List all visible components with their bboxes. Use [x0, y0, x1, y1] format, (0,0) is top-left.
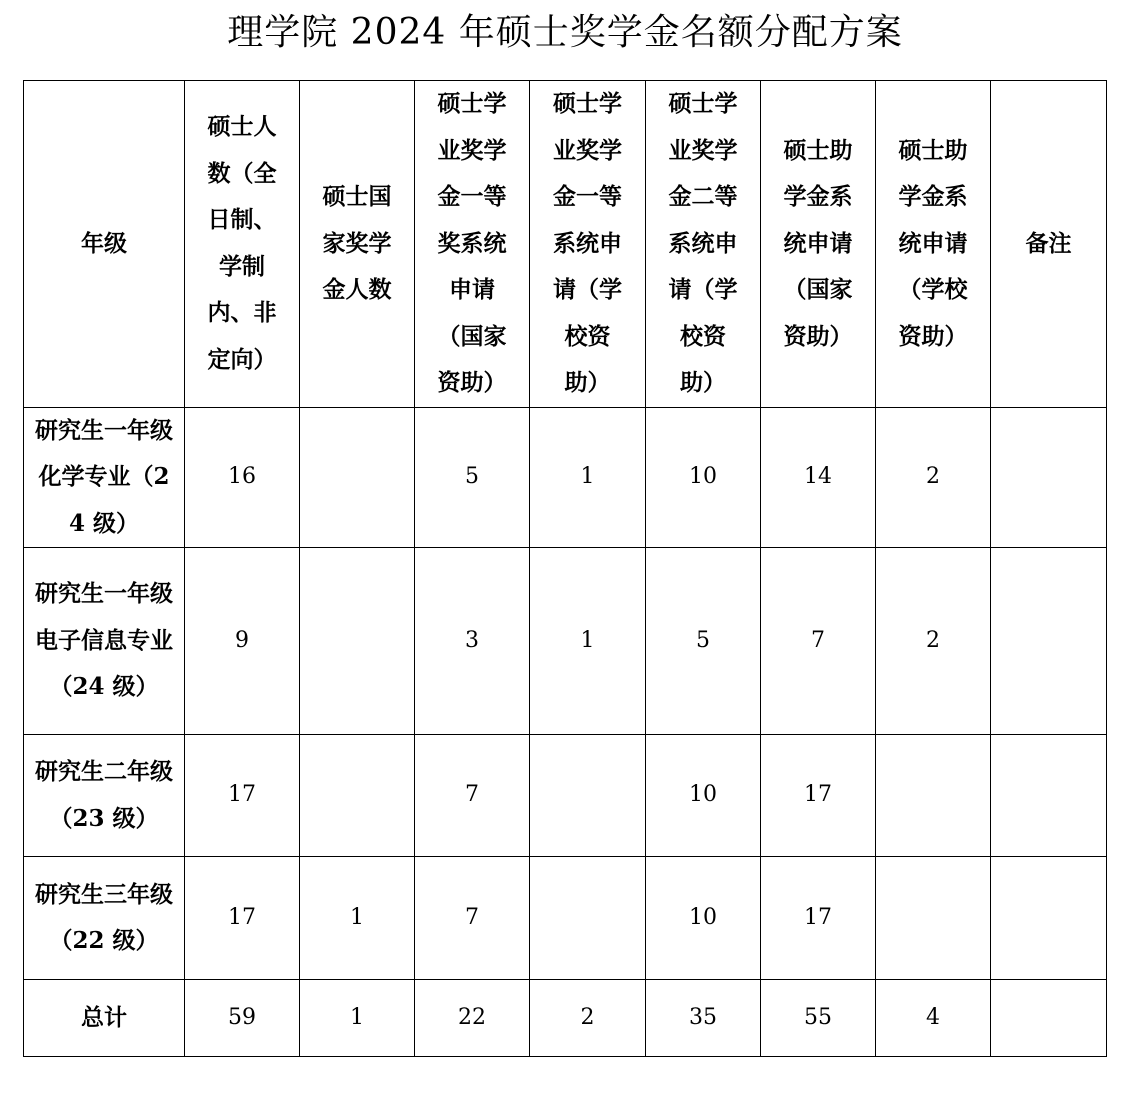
- data-cell: [300, 407, 415, 548]
- data-cell: 7: [415, 735, 530, 857]
- data-cell: 5: [646, 548, 761, 735]
- header-cell-grade: 年级: [24, 81, 185, 408]
- total-cell: 4: [876, 980, 991, 1057]
- data-cell: 17: [185, 857, 300, 980]
- table-header-row: [24, 81, 1107, 408]
- header-cell-academic-second-school: 硕士学业奖学金二等系统申请（学校资助）: [646, 81, 761, 408]
- header-cell-grant-school: 硕士助学金系统申请（学校资助）: [876, 81, 991, 408]
- data-cell: 17: [185, 735, 300, 857]
- document-title: 理学院 2024 年硕士奖学金名额分配方案: [227, 12, 903, 53]
- data-cell: [530, 857, 646, 980]
- grade-cell: 研究生三年级（22 级）: [24, 857, 185, 980]
- data-cell: [876, 857, 991, 980]
- table-total-row: [24, 980, 1107, 1057]
- total-cell: 35: [646, 980, 761, 1057]
- header-cell-academic-first-national: 硕士学业奖学金一等奖系统申请（国家资助）: [415, 81, 530, 408]
- data-cell: 10: [646, 857, 761, 980]
- data-cell: [876, 735, 991, 857]
- total-label-cell: 总计: [24, 980, 185, 1057]
- data-cell: 7: [415, 857, 530, 980]
- data-cell: 10: [646, 407, 761, 548]
- allocation-table: [23, 80, 1107, 1057]
- table-row: [24, 407, 1107, 548]
- data-cell: 2: [876, 407, 991, 548]
- header-cell-national-scholarship: 硕士国家奖学金人数: [300, 81, 415, 408]
- data-cell: [991, 407, 1107, 548]
- data-cell: [530, 735, 646, 857]
- data-cell: 17: [761, 735, 876, 857]
- header-cell-academic-first-school: 硕士学业奖学金一等系统申请（学校资助）: [530, 81, 646, 408]
- grade-cell: 研究生一年级电子信息专业（24 级）: [24, 548, 185, 735]
- data-cell: 1: [530, 548, 646, 735]
- data-cell: [300, 548, 415, 735]
- data-cell: [300, 735, 415, 857]
- grade-cell: 研究生一年级化学专业（24 级）: [24, 407, 185, 548]
- header-cell-grant-national: 硕士助学金系统申请（国家资助）: [761, 81, 876, 408]
- data-cell: 9: [185, 548, 300, 735]
- data-cell: 17: [761, 857, 876, 980]
- total-cell: 1: [300, 980, 415, 1057]
- table-row: [24, 548, 1107, 735]
- data-cell: [991, 735, 1107, 857]
- total-cell: 55: [761, 980, 876, 1057]
- data-cell: 1: [530, 407, 646, 548]
- data-cell: [991, 548, 1107, 735]
- data-cell: 1: [300, 857, 415, 980]
- header-cell-remarks: 备注: [991, 81, 1107, 408]
- header-cell-master-count: 硕士人数（全日制、学制内、非定向）: [185, 81, 300, 408]
- total-cell: 22: [415, 980, 530, 1057]
- data-cell: 7: [761, 548, 876, 735]
- total-cell: [991, 980, 1107, 1057]
- table-row: [24, 857, 1107, 980]
- data-cell: 5: [415, 407, 530, 548]
- data-cell: 2: [876, 548, 991, 735]
- table-row: [24, 735, 1107, 857]
- total-cell: 59: [185, 980, 300, 1057]
- grade-cell: 研究生二年级（23 级）: [24, 735, 185, 857]
- data-cell: 10: [646, 735, 761, 857]
- total-cell: 2: [530, 980, 646, 1057]
- data-cell: [991, 857, 1107, 980]
- data-cell: 14: [761, 407, 876, 548]
- data-cell: 16: [185, 407, 300, 548]
- data-cell: 3: [415, 548, 530, 735]
